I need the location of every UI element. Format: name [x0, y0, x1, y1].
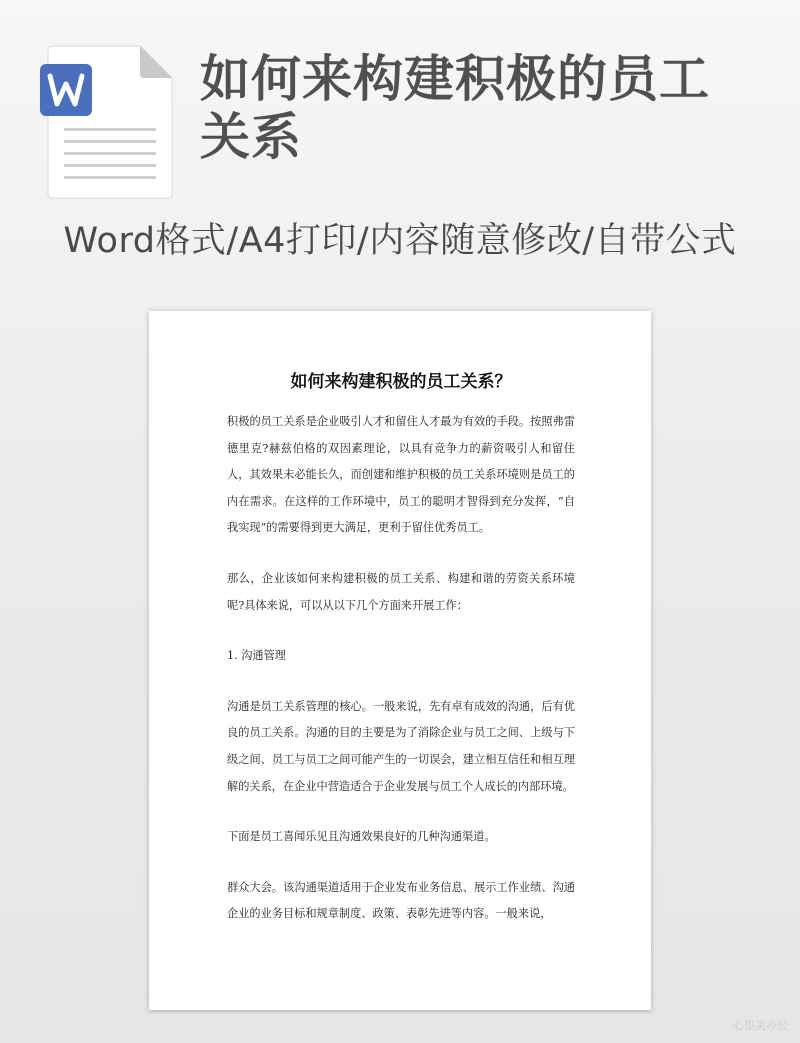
- word-document-icon: [40, 40, 175, 200]
- paragraph-intro: 积极的员工关系是企业吸引人才和留住人才最为有效的手段。按照弗雷德里克?赫兹伯格的双因素理论，以具有竞争力的薪资吸引人和留住人，其效果未必能长久，而创建和维护积极的员工关系环境则是员工的内在需求。在这样的工作环境中，员工的聪明才智得到充分发挥，“自我实现”的需要得到更大满足，更利于留住优秀员工。: [227, 415, 575, 535]
- paragraph-question: 那么，企业该如何来构建积极的员工关系、构建和谐的劳资关系环境呢?具体来说，可以从以下几个方面来开展工作：: [227, 571, 575, 612]
- paragraph-gap: [227, 670, 575, 694]
- page-title: 如何来构建积极的员工关系: [200, 50, 710, 166]
- document-preview: [149, 311, 651, 1010]
- paragraph-gap: [227, 542, 575, 566]
- paragraph-communication: 沟通是员工关系管理的核心。一般来说，先有卓有成效的沟通，后有优良的员工关系。沟通的目的主要是为了消除企业与员工之间、上级与下级之间、员工与员工之间可能产生的一切误会，建立相互信任和相互理解的关系，在企业中营造适合于企业发展与员工个人成长的内部环境。: [227, 699, 575, 793]
- paragraph-mass-meeting: 群众大会。该沟通渠道适用于企业发布业务信息、展示工作业绩、沟通企业的业务目标和规章制度、政策、表彰先进等内容。一般来说，: [227, 880, 575, 921]
- paragraph-gap: [227, 851, 575, 875]
- watermark-text: 心里美办公: [733, 1019, 788, 1032]
- file-icon-graphic: [40, 40, 175, 200]
- document-title: 如何来构建积极的员工关系？: [290, 372, 512, 392]
- section-heading: 1. 沟通管理: [227, 649, 286, 663]
- format-subtitle: Word格式/A4打印/内容随意修改/自带公式: [63, 221, 737, 261]
- paragraph-gap: [227, 619, 575, 643]
- paragraph-gap: [227, 800, 575, 824]
- paragraph-channels: 下面是员工喜闻乐见且沟通效果良好的几种沟通渠道。: [227, 830, 496, 844]
- document-body: [227, 369, 575, 928]
